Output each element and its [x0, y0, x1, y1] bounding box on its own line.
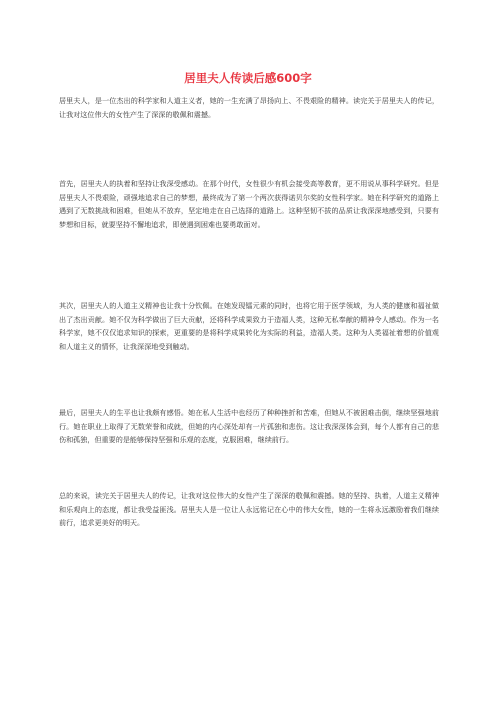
paragraph-humanitarianism: 其次，居里夫人的人道主义精神也让我十分钦佩。在她发现镭元素的同时，也将它用于医学领域，为人类的健康和福祉做出了杰出贡献。她不仅为科学做出了巨大贡献，还将科学成果致力于造福人类，这种无私奉献的精神令人感动。作为一名科学家，她不仅仅追求知识的探索，更重要的是将科学成果转化为实际的利益，造福人类。这种为人类福祉着想的价值观和人道主义的情怀，让我深深地受到触动。: [59, 301, 439, 351]
paragraph-life-reflection: 最后，居里夫人的生平也让我颇有感悟。她在私人生活中也经历了种种挫折和苦难，但她从不被困难击倒，继续坚强地前行。她在职业上取得了无数荣誉和成就，但她的内心深处却有一片孤独和悲伤。这让我深深体会到，每个人都有自己的悲伤和孤独，但重要的是能够保持坚强和乐观的态度，克服困难，继续前行。: [59, 408, 439, 444]
paragraph-perseverance: 首先，居里夫人的执着和坚持让我深受感动。在那个时代，女性很少有机会接受高等教育，更不用说从事科学研究。但是居里夫人不畏艰险，顽强地追求自己的梦想，最终成为了第一个两次获得诺贝尔奖的女性科学家。她在科学研究的道路上遇到了无数挑战和困难，但她从不放弃，坚定地走在自己选择的道路上。这种坚韧不拔的品质让我深深地感受到，只要有梦想和目标，就要坚持不懈地追求，即使遇到困难也要勇敢面对。: [59, 179, 439, 229]
paragraph-intro: 居里夫人，是一位杰出的科学家和人道主义者，她的一生充满了昂扬向上、不畏艰险的精神。读完关于居里夫人的传记，让我对这位伟大的女性产生了深深的敬佩和震撼。: [59, 96, 439, 119]
document-title: 居里夫人传读后感600字: [184, 71, 312, 85]
paragraph-conclusion: 总的来说，读完关于居里夫人的传记，让我对这位伟大的女性产生了深深的敬佩和震撼。她的坚持、执着，人道主义精神和乐观向上的态度，都让我受益匪浅。居里夫人是一位让人永远铭记在心中的伟大女性，她的一生将永远激励着我们继续前行，追求更美好的明天。: [59, 491, 439, 527]
